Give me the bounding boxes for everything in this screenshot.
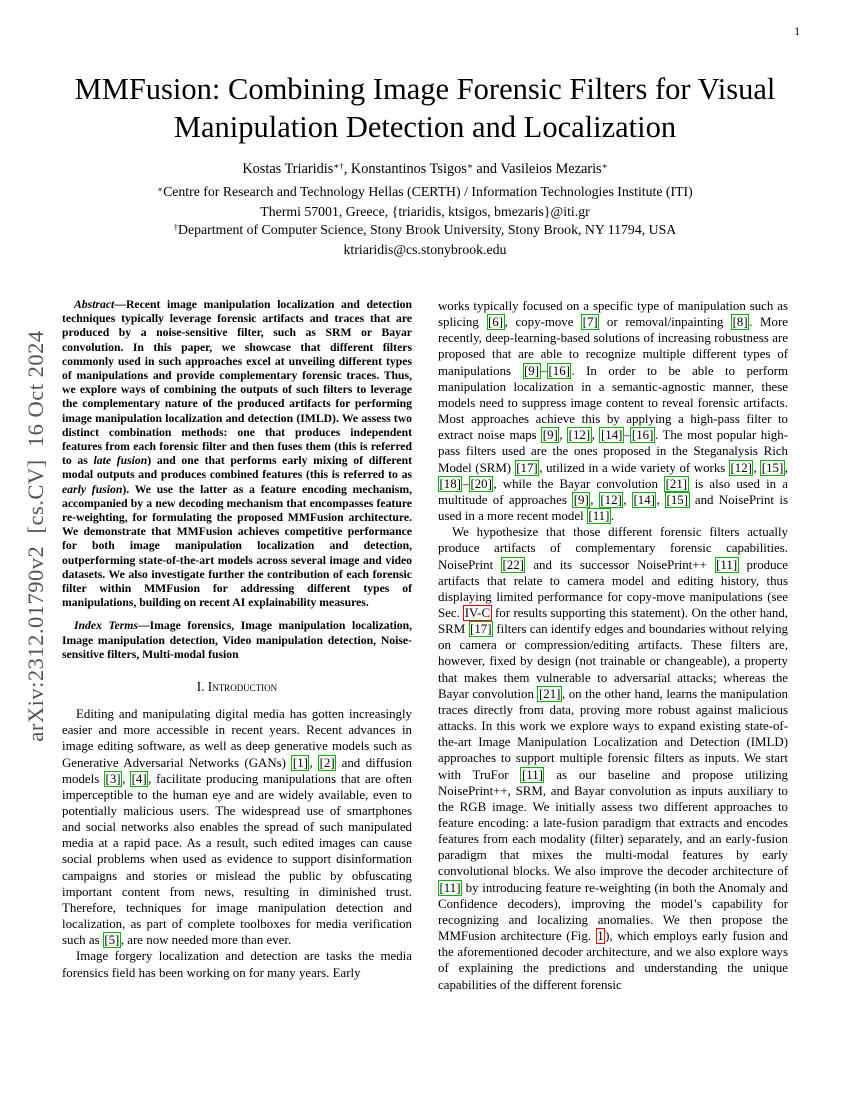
section-number: I. xyxy=(196,679,205,695)
index-terms-paragraph xyxy=(62,619,412,662)
arxiv-stamp: arXiv:2312.01790v2 [cs.CV] 16 Oct 2024 xyxy=(23,330,48,742)
author-line: Kostas Triaridis∗†, Konstantinos Tsigos∗ and Vasileios Mezaris∗ xyxy=(242,161,608,177)
citation-link[interactable]: [22] xyxy=(502,557,524,572)
citation-link[interactable]: [16] xyxy=(548,363,570,378)
affiliation-line: †Department of Computer Science, Stony Brook University, Stony Brook, NY 11794, USA xyxy=(173,222,677,238)
affiliation-email: ktriaridis@cs.stonybrook.edu xyxy=(343,241,507,257)
body-paragraph: works typically focused on a specific type of manipulation such as splicing [6] , copy-move [7] or removal/inpainting [8] . More recently, deep-learning-based solutions of increasing robustness are proposed that are able to recognize multiple different types of manipulations [9] – [16] . In order to be able to perform manipulation localization in a semantic-agnostic manner, these models need to suppress image content to reveal forensic artifacts. Most approaches achieve this by applying a high-pass filter to extract noise maps [9] , [12] , [14] – [16] . The most popular high-pass filters used are the ones proposed in the Steganalysis Rich Model (SRM) [17] , utilized in a wide variety of works [12] , [15] , [18] – [20] , while the Bayar convolution [21] is also used in a multitude of approaches [9] , [12] , [14] , [15] and NoisePrint is used in a more recent model [11] . xyxy=(438,299,789,524)
abstract-paragraph xyxy=(62,298,412,610)
citation-link[interactable]: [17] xyxy=(516,460,538,475)
paper-header xyxy=(0,0,850,259)
citation-link[interactable]: [17] xyxy=(470,622,492,637)
citation-link[interactable]: [21] xyxy=(665,476,688,491)
right-column xyxy=(438,298,788,993)
figure-ref-link[interactable]: 1 xyxy=(597,929,604,944)
citation-link[interactable]: [9] xyxy=(524,363,540,378)
citation-link[interactable]: [9] xyxy=(573,492,589,507)
citation-link[interactable]: [11] xyxy=(588,509,610,524)
body-paragraph: We hypothesize that those different forensic filters actually produce artifacts of complementary forensic capabilities. NoisePrint [22] and its successor NoisePrint++ [11] produce artifacts that relate to camera model and editing history, thus displaying limited performance for copy-move manipulations (see Sec. IV-C for results supporting this statement). On the other hand, SRM [17] filters can identify edges and boundaries without relying on camera or compression/editing artifacts. These filters are, however, fixed by design (not trainable or changeable), a property that makes them vulnerable to adversarial attacks; whereas the Bayar convolution [21] , on the other hand, learns the manipulation traces directly from data, proving more robust against malicious attacks. In this work we explore ways to expand existing state-of-the-art Image Manipulation Localization and Detection (IMLD) approaches to support multiple forensic filters as inputs. We start with TruFor [11] as our baseline and propose utilizing NoisePrint++, SRM, and Bayar convolution as inputs auxiliary to the RGB image. We initially assess two different approaches to feature encoding: a late-fusion paradigm that extracts and encodes features from each modality (filter) separately, and an early-fusion paradigm that mixes the multi-modal features by early convolutional blocks. We also improve the decoder architecture of [11] by introducing feature re-weighting (in both the Anomaly and Confidence decoders), improving the model’s capability for recognizing and localizing anomalies. We then propose the MMFusion architecture (Fig. 1 ), which employs early fusion and the aforementioned decoder architecture, and we also explore ways of explaining the predictions and understanding the unique capabilities of the different forensic xyxy=(438,525,789,992)
abstract-lead: Abstract xyxy=(74,298,115,311)
abstract-text: —Recent image manipulation localization and detection techniques typically leverage forensic artifacts and traces that are produced by a noise-sensitive filter, such as SRM or Bayar convolution. In this paper, we showcase that different filters commonly used in such approaches excel at unveiling different types of manipulations and provide complementary forensic traces. Thus, we explore ways of combining the outputs of such filters to leverage the complementary nature of the produced artifacts for performing image manipulation localization and detection (IMLD). We assess two distinct combination methods: one that produces independent features from each forensic filter and then fuses them (this is referred to as late fusion) and one that performs early mixing of different modal outputs and produces combined features (this is referred to as early fusion). We use the latter as a feature encoding mechanism, accompanied by a new decoding mechanism that encompasses feature re-weighting, for formulating the proposed MMFusion architecture. We demonstrate that MMFusion achieves competitive performance for both image manipulation localization and detection, outperforming state-of-the-art models across several image and video datasets. We also investigate further the contribution of each forensic filter within MMFusion for addressing different types of manipulations, building on recent AI explainability measures. xyxy=(62,298,413,610)
body-paragraph: Editing and manipulating digital media has gotten increasingly easier and more accessible in recent years. Recent advances in image editing software, as well as deep generative models such as Generative Adversarial Networks (GANs) [1] , [2] and diffusion models [3] , [4] , facilitate producing manipulations that are often imperceptible to the human eye and are widely available, even to potentially malicious users. The widespread use of smartphones and social networks also enables the spread of such manipulated media at a rapid pace. As a result, such edited images can cause social problems when used as evidence to support disinformation campaigns and stories or mislead the public by obfuscating important content from news, resulting in diminished trust. Therefore, techniques for image manipulation detection and localization, as part of complete toolboxes for media verification such as [5] , are now needed more than ever. xyxy=(62,707,413,948)
citation-link[interactable]: [12] xyxy=(568,428,591,443)
index-terms-lead: Index Terms xyxy=(74,619,138,633)
citation-link[interactable]: [18] xyxy=(439,476,461,491)
citation-link[interactable]: [4] xyxy=(131,771,147,786)
citation-link[interactable]: [9] xyxy=(542,428,558,443)
index-terms-text: —Image forensics, Image manipulation localization, Image manipulation detection, Video manipulation detection, Noise-sensitive filters, Multi-modal fusion xyxy=(62,619,412,661)
citation-link[interactable]: [2] xyxy=(319,755,335,770)
citation-link[interactable]: [5] xyxy=(104,933,120,948)
section-heading xyxy=(62,679,412,695)
citation-link[interactable]: [14] xyxy=(600,428,623,443)
affiliation-line: Thermi 57001, Greece, {triaridis, ktsigos, bmezaris}@iti.gr xyxy=(260,203,590,219)
citation-link[interactable]: [11] xyxy=(439,880,461,895)
citation-link[interactable]: [14] xyxy=(633,492,655,507)
section-title: Introduction xyxy=(207,679,278,695)
citation-link[interactable]: [1] xyxy=(292,755,308,770)
citation-link[interactable]: [6] xyxy=(488,315,504,330)
affiliations xyxy=(0,183,850,259)
left-column xyxy=(62,298,412,993)
citation-link[interactable]: [12] xyxy=(730,460,752,475)
page-number: 1 xyxy=(794,26,800,38)
body-paragraph: Image forgery localization and detection are tasks the media forensics field has been working on for many years. Early xyxy=(62,949,412,980)
two-column-content xyxy=(62,298,788,993)
citation-link[interactable]: [8] xyxy=(732,315,748,330)
citation-link[interactable]: [15] xyxy=(761,460,784,475)
affiliation-line: ∗Centre for Research and Technology Hellas (CERTH) / Information Technologies Institute (ITI) xyxy=(157,184,693,199)
citation-link[interactable]: [7] xyxy=(582,315,598,330)
citation-link[interactable]: [21] xyxy=(538,686,561,701)
citation-link[interactable]: [16] xyxy=(631,428,654,443)
citation-link[interactable]: [20] xyxy=(470,476,492,491)
citation-link[interactable]: [15] xyxy=(666,492,689,507)
section-ref-link[interactable]: IV-C xyxy=(464,605,491,620)
citation-link[interactable]: [12] xyxy=(600,492,622,507)
citation-link[interactable]: [3] xyxy=(105,771,121,786)
citation-link[interactable]: [11] xyxy=(521,767,543,782)
paper-title: MMFusion: Combining Image Forensic Filters for Visual Manipulation Detection and Localization xyxy=(74,72,776,144)
citation-link[interactable]: [11] xyxy=(716,557,738,572)
